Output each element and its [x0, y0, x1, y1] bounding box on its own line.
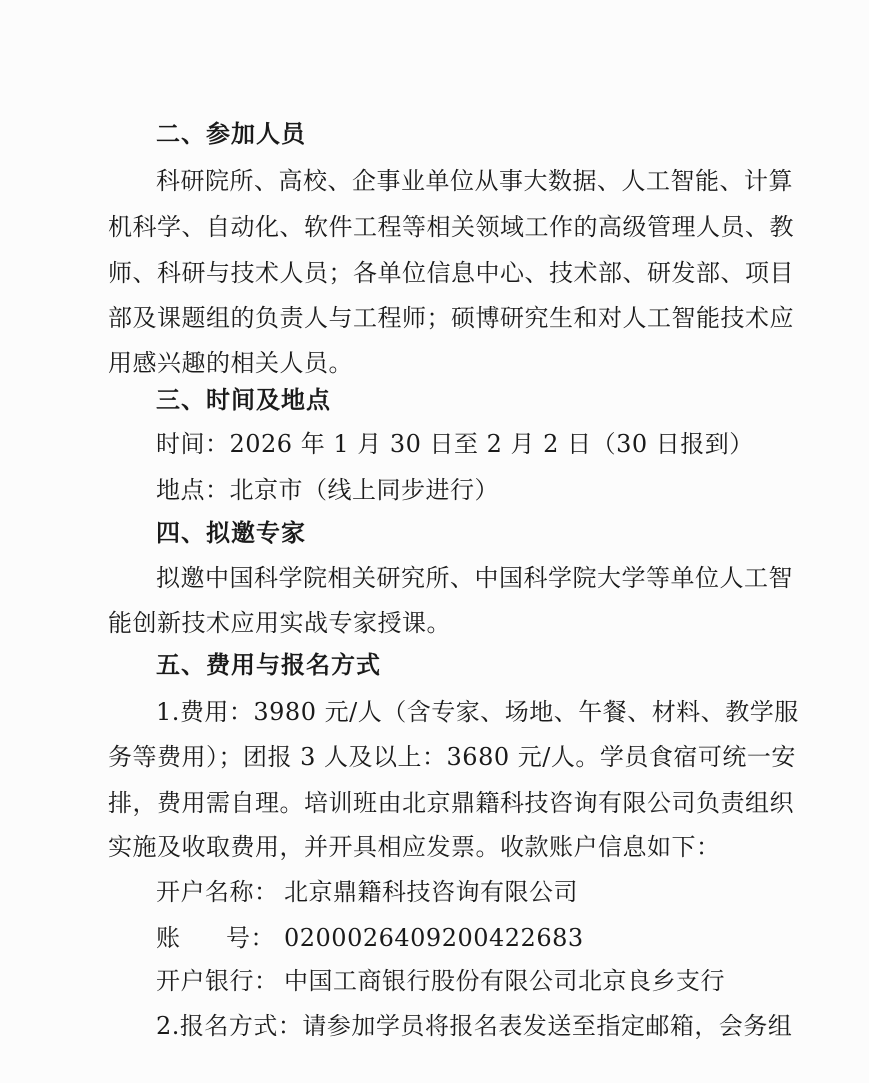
account-number-label	[156, 922, 284, 954]
account-number-label-part1: 账	[156, 924, 181, 952]
account-name-value: 北京鼎籍科技咨询有限公司	[284, 878, 578, 906]
bank-row	[156, 965, 725, 997]
paragraph-line: 机科学、自动化、软件工程等相关领域工作的高级管理人员、教	[108, 213, 794, 241]
place-line: 地点：北京市（线上同步进行）	[156, 476, 499, 504]
paragraph-line: 师、科研与技术人员；各单位信息中心、技术部、研发部、项目	[108, 259, 794, 287]
paragraph-line: 实施及收取费用，并开具相应发票。收款账户信息如下：	[108, 833, 721, 861]
account-name-label: 开户名称：	[156, 878, 279, 906]
paragraph-line: 能创新技术应用实战专家授课。	[108, 609, 451, 637]
bank-value: 中国工商银行股份有限公司北京良乡支行	[284, 967, 725, 995]
account-number-label-part2: 号：	[226, 924, 275, 952]
account-name-row	[156, 876, 578, 908]
paragraph-line: 部及课题组的负责人与工程师；硕博研究生和对人工智能技术应	[108, 304, 794, 332]
paragraph-line: 拟邀中国科学院相关研究所、中国科学院大学等单位人工智	[156, 564, 793, 592]
bank-label: 开户银行：	[156, 967, 279, 995]
account-number-row	[156, 922, 584, 954]
paragraph-line: 务等费用）；团报 3 人及以上：3680 元/人。学员食宿可统一安	[108, 743, 796, 771]
registration-line: 2.报名方式：请参加学员将报名表发送至指定邮箱，会务组	[156, 1012, 793, 1040]
account-number-value: 0200026409200422683	[284, 924, 584, 952]
section-heading-fees: 五、费用与报名方式	[156, 651, 381, 679]
section-heading-time-place: 三、时间及地点	[156, 386, 331, 414]
paragraph-line: 用感兴趣的相关人员。	[108, 349, 353, 377]
paragraph-line: 1.费用：3980 元/人（含专家、场地、午餐、材料、教学服	[156, 698, 799, 726]
section-heading-experts: 四、拟邀专家	[156, 519, 306, 547]
paragraph-line: 排，费用需自理。培训班由北京鼎籍科技咨询有限公司负责组织	[108, 789, 794, 817]
section-heading-participants: 二、参加人员	[156, 120, 306, 148]
paragraph-line: 科研院所、高校、企事业单位从事大数据、人工智能、计算	[156, 167, 793, 195]
time-line: 时间：2026 年 1 月 30 日至 2 月 2 日（30 日报到）	[156, 430, 754, 458]
